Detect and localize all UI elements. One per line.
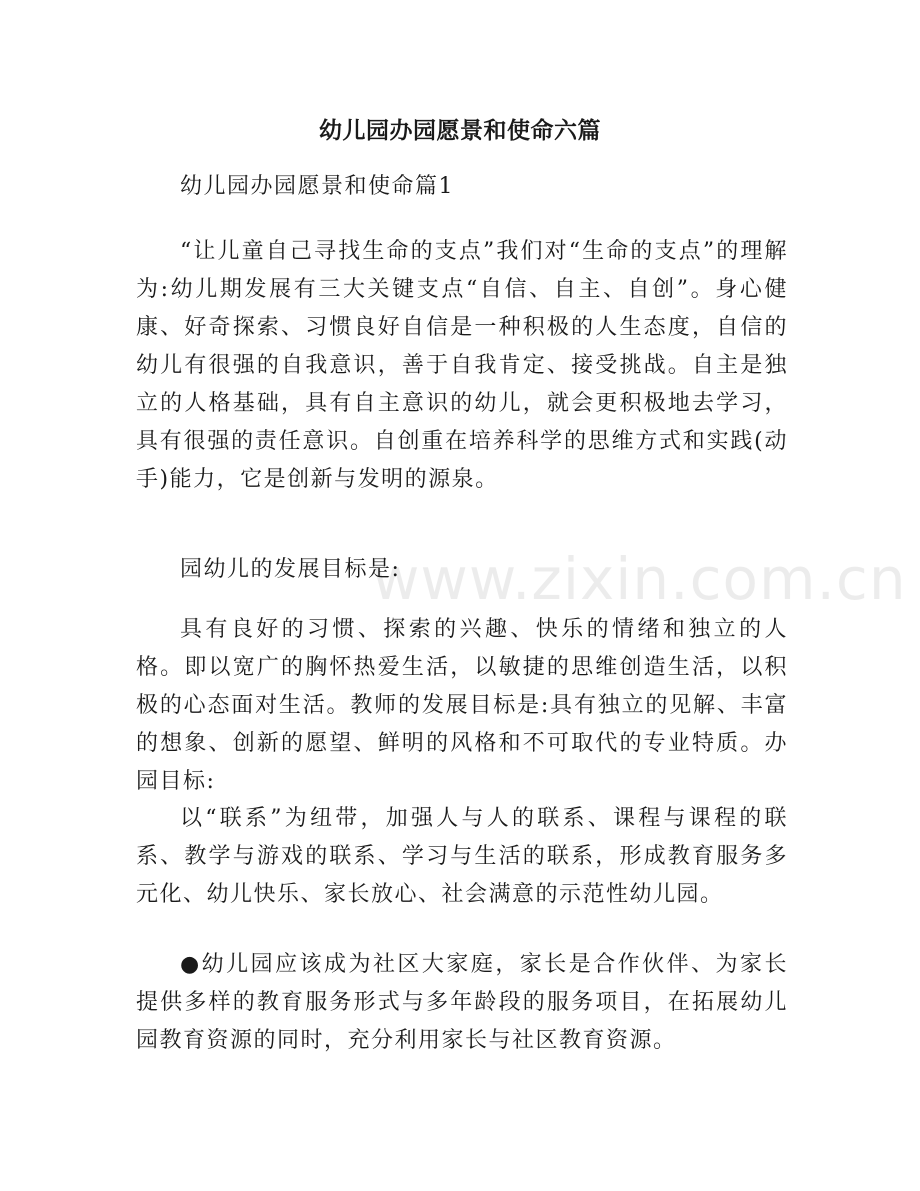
- watermark-text: www.zixin.com.cn: [372, 545, 907, 613]
- paragraph-community: ●幼儿园应该成为社区大家庭，家长是合作伙伴、为家长提供多样的教育服务形式与多年龄段的服务项目，在拓展幼儿园教育资源的同时，充分利用家长与社区教育资源。: [136, 952, 788, 1053]
- document-title: 幼儿园办园愿景和使命六篇: [319, 117, 601, 144]
- paragraph-development-goals: 具有良好的习惯、探索的兴趣、快乐的情绪和独立的人格。即以宽广的胸怀热爱生活，以敏捷的思维创造生活，以积极的心态面对生活。教师的发展目标是:具有独立的见解、丰富的想象、创新的愿望、鲜明的风格和不可取代的专业特质。办园目标:: [136, 617, 788, 794]
- section-heading: 幼儿园办园愿景和使命篇1: [180, 174, 454, 199]
- paragraph-development-goal-heading: 园幼儿的发展目标是:: [180, 557, 401, 582]
- paragraph-connection: 以“联系”为纽带，加强人与人的联系、课程与课程的联系、教学与游戏的联系、学习与生活的联系，形成教育服务多元化、幼儿快乐、家长放心、社会满意的示范性幼儿园。: [136, 806, 788, 907]
- paragraph-life-pivot: “让儿童自己寻找生命的支点”我们对“生命的支点”的理解为:幼儿期发展有三大关键支点“自信、自主、自创”。身心健康、好奇探索、习惯良好自信是一种积极的人生态度，自信的幼儿有很强的自我意识，善于自我肯定、接受挑战。自主是独立的人格基础，具有自主意识的幼儿，就会更积极地去学习，具有很强的责任意识。自创重在培养科学的思维方式和实践(动手)能力，它是创新与发明的源泉。: [136, 239, 788, 492]
